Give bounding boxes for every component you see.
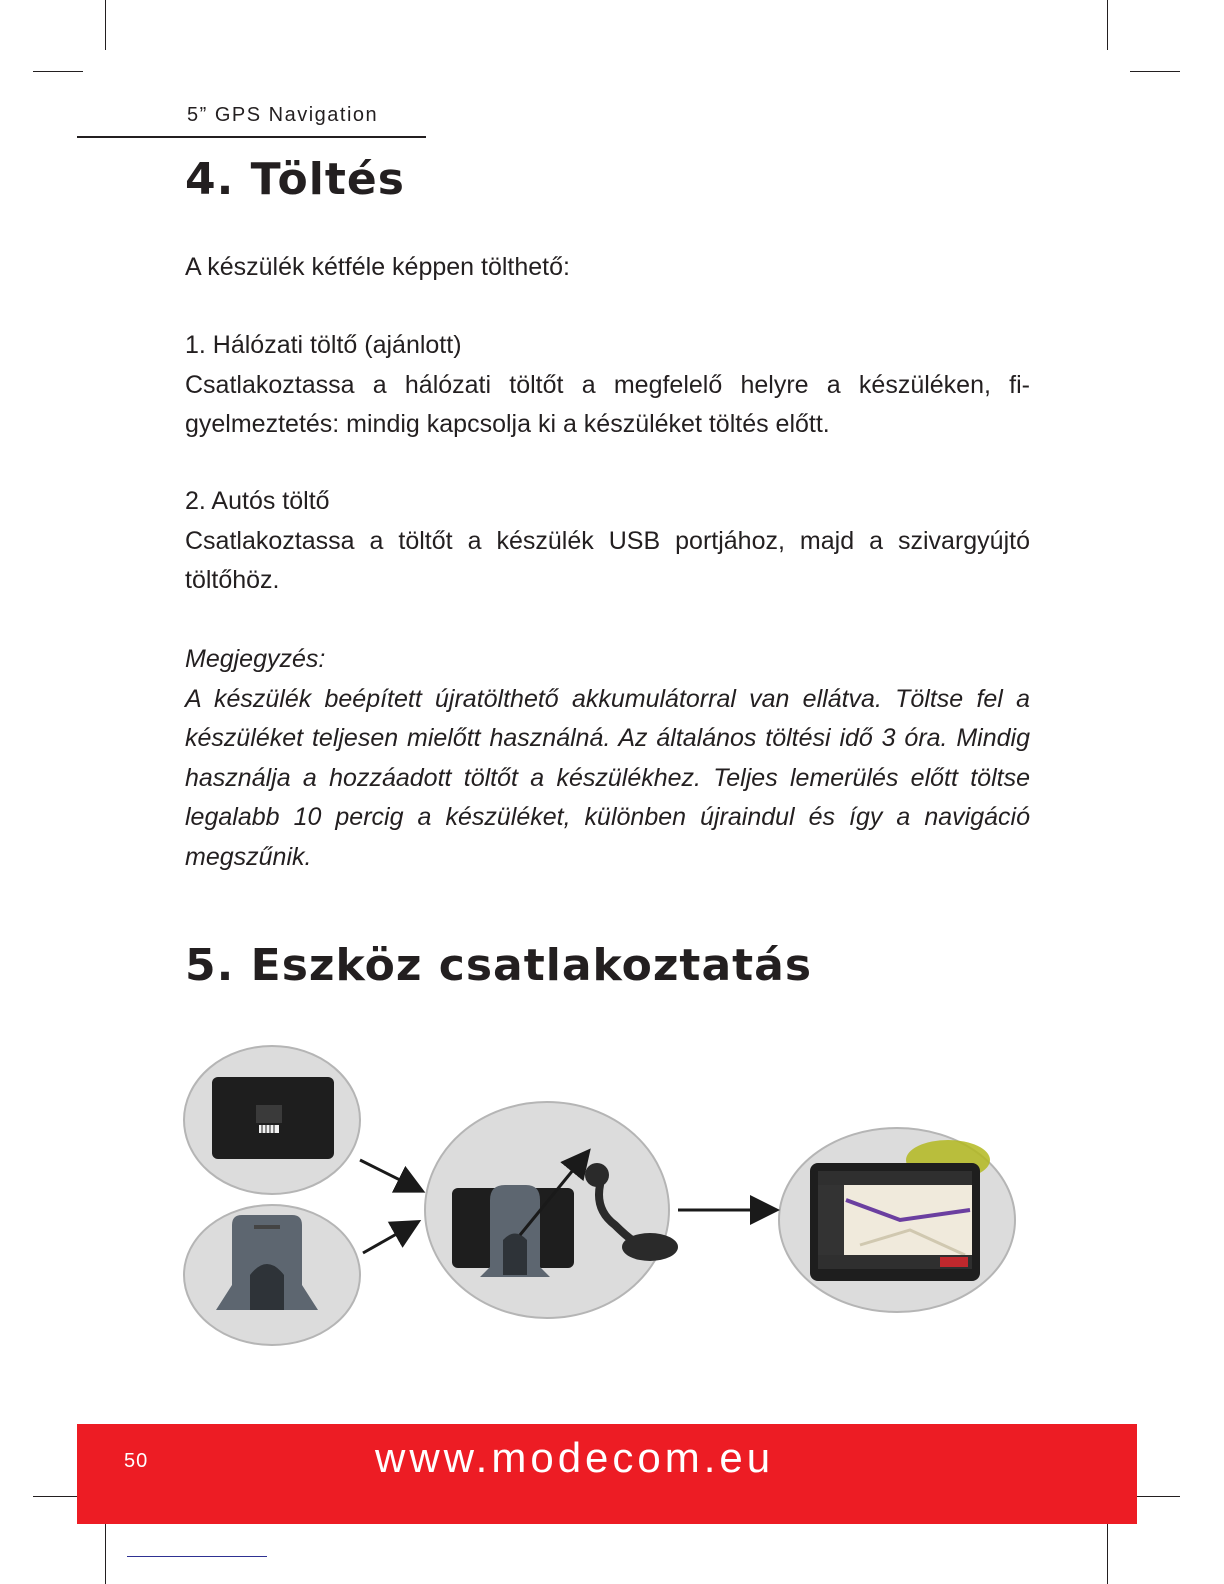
mounted-gps-icon: [779, 1128, 1015, 1312]
crop-mark: [1130, 71, 1180, 72]
mounting-diagram: [170, 1035, 1040, 1365]
charging-intro: A készülék kétféle képpen tölthető:: [185, 253, 570, 281]
arrow-icon: [360, 1160, 420, 1190]
item-1-text: Csatlakoztassa a hálózati töltőt a megfelelő helyre a készüléken, fi-gyelmeztetés: mindig kapcsolja ki a készüléket töltés előtt.: [185, 370, 1030, 438]
arrow-icon: [363, 1223, 416, 1253]
item-1-heading: 1. Hálózati töltő (ajánlott): [185, 331, 462, 359]
note-text: A készülék beépített újratölthető akkumulátorral van ellátva. Töltse fel a készüléket teljesen mielőtt használná. Az általános töltési idő 3 óra. Mindig használja a hozzáadott töltőt a készülékhez. Teljes lemerülés előtt töltse legalabb 10 percig a készüléket, különben újraindul és így a navigáció megszűnik.: [185, 684, 1030, 871]
assembly-icon: [425, 1102, 678, 1318]
item-2-heading: 2. Autós töltő: [185, 487, 330, 515]
crop-mark: [105, 0, 106, 50]
charging-item-2: [185, 482, 1030, 601]
crop-mark: [33, 1496, 83, 1497]
footer-bar: [77, 1424, 1137, 1524]
section-title-connect: 5. Eszköz csatlakoztatás: [185, 940, 813, 991]
header-rule: [77, 136, 426, 138]
item-2-text: Csatlakoztassa a töltőt a készülék USB portjához, majd a szivargyújtó töltőhöz.: [185, 526, 1030, 594]
charging-item-1: [185, 326, 1030, 445]
section-title-charging: 4. Töltés: [185, 154, 405, 205]
page-number: 50: [124, 1450, 149, 1472]
running-header: 5” GPS Navigation: [187, 104, 379, 126]
crop-mark: [1130, 1496, 1180, 1497]
charging-note: [185, 640, 1030, 877]
bottom-rule: [127, 1556, 267, 1557]
crop-mark: [33, 71, 83, 72]
crop-mark: [105, 1518, 106, 1584]
bracket-icon: [184, 1205, 360, 1345]
crop-mark: [1107, 1518, 1108, 1584]
gps-back-icon: [184, 1046, 360, 1194]
footer-url[interactable]: www.modecom.eu: [375, 1434, 775, 1481]
note-heading: Megjegyzés:: [185, 645, 326, 673]
crop-mark: [1107, 0, 1108, 50]
